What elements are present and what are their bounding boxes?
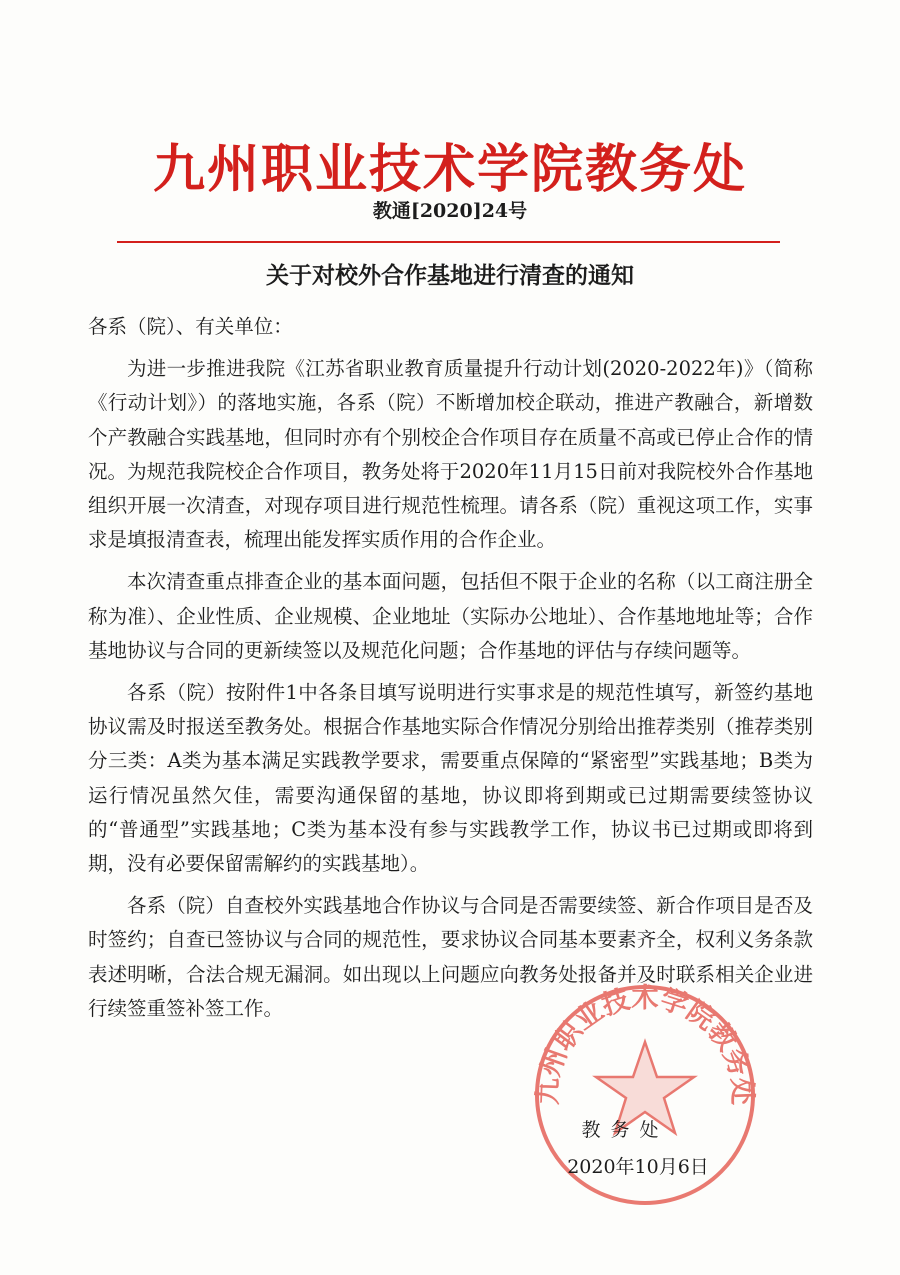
institution-header: 九州职业技术学院教务处 [152, 140, 747, 200]
red-divider-line [117, 241, 780, 243]
notice-title: 关于对校外合作基地进行清查的通知 [266, 263, 634, 289]
signing-date: 2020年10月6日 [567, 1156, 709, 1178]
document-number: 教通[2020]24号 [372, 200, 528, 222]
body-paragraph: 为进一步推进我院《江苏省职业教育质量提升行动计划(2020-2022年)》（简称《行动计划》）的落地实施，各系（院）不断增加校企联动，推进产教融合，新增数个产教融合实践基地，但同时亦有个别校企合作项目存在质量不高或已停止合作的情况。为规范我院校企合作项目，教务处将于2020年11月15日前对我院校外合作基地组织开展一次清查，对现存项目进行规范性梳理。请各系（院）重视这项工作，实事求是填报清查表，梳理出能发挥实质作用的合作企业。 [88, 357, 813, 552]
body-paragraph: 各系（院）自查校外实践基地合作协议与合同是否需要续签、新合作项目是否及时签约；自查已签协议与合同的规范性，要求协议合同基本要素齐全，权利义务条款表述明晰，合法合规无漏洞。如出现以上问题应向教务处报备并及时联系相关企业进行续签重签补签工作。 [88, 894, 813, 1020]
body-paragraph: 各系（院）按附件1中各条目填写说明进行实事求是的规范性填写，新签约基地协议需及时报送至教务处。根据合作基地实际合作情况分别给出推荐类别（推荐类别分三类：A类为基本满足实践教学要求，需要重点保障的“紧密型”实践基地；B类为运行情况虽然欠佳，需要沟通保留的基地，协议即将到期或已过期需要续签协议的“普通型”实践基地；C类为基本没有参与实践教学工作，协议书已过期或即将到期，没有必要保留需解约的实践基地）。 [88, 681, 813, 876]
seal-text: 九州职业技术学院教务处 [532, 982, 758, 1106]
signing-unit: 教务处 [581, 1119, 669, 1141]
notice-body [88, 310, 813, 1034]
body-paragraph: 本次清查重点排查企业的基本面问题，包括但不限于企业的名称（以工商注册全称为准）、企业性质、企业规模、企业地址（实际办公地址）、合作基地地址等；合作基地协议与合同的更新续签以及规范化问题；合作基地的评估与存续问题等。 [88, 570, 813, 662]
salutation: 各系（院）、有关单位： [88, 315, 293, 338]
